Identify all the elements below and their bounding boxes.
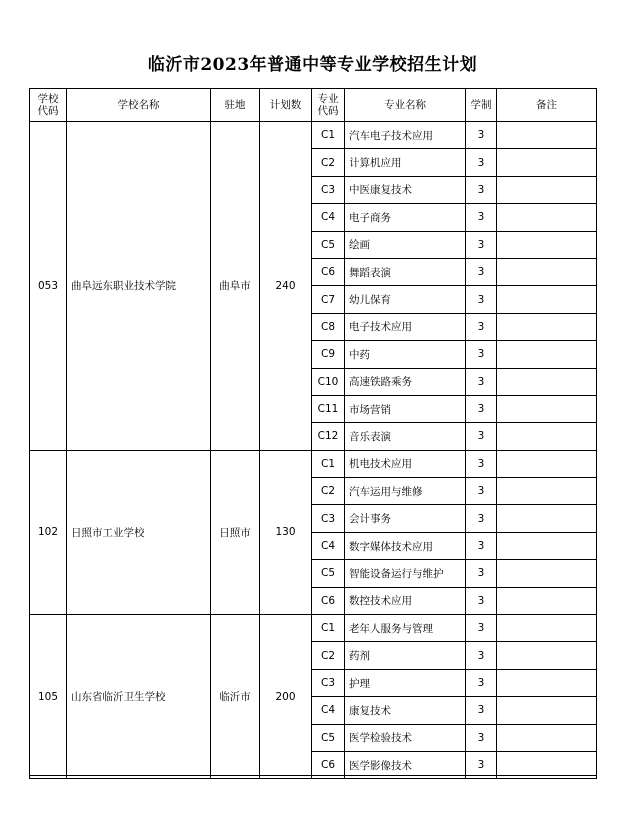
table-row — [30, 450, 597, 477]
major-name-cell: 汽车电子技术应用 — [345, 122, 466, 149]
remarks-cell — [497, 204, 597, 231]
remarks-cell — [497, 122, 597, 149]
major-name-cell: 会计事务 — [345, 505, 466, 532]
duration-cell: 3 — [466, 751, 497, 778]
major-code-cell: C1 — [312, 615, 345, 642]
remarks-cell — [497, 176, 597, 203]
duration-cell: 3 — [466, 615, 497, 642]
duration-cell: 3 — [466, 395, 497, 422]
enrollment-plan-table — [29, 88, 597, 779]
duration-cell: 3 — [466, 122, 497, 149]
duration-cell: 3 — [466, 724, 497, 751]
duration-cell: 3 — [466, 204, 497, 231]
duration-cell: 3 — [466, 423, 497, 450]
major-name-cell: 绘画 — [345, 231, 466, 258]
duration-cell: 3 — [466, 642, 497, 669]
plan-count-cell: 240 — [260, 122, 312, 451]
major-code-cell: C5 — [312, 560, 345, 587]
remarks-cell — [497, 423, 597, 450]
major-name-cell: 智能设备运行与维护 — [345, 560, 466, 587]
header-major-code: 专业 代码 — [312, 89, 345, 122]
header-major-name: 专业名称 — [345, 89, 466, 122]
school-name-cell: 曲阜远东职业技术学院 — [67, 122, 211, 451]
remarks-cell — [497, 615, 597, 642]
duration-cell: 3 — [466, 258, 497, 285]
remarks-cell — [497, 697, 597, 724]
duration-cell: 3 — [466, 532, 497, 559]
remarks-cell — [497, 532, 597, 559]
school-name-cell: 山东省临沂卫生学校 — [67, 615, 211, 779]
location-cell: 日照市 — [211, 450, 260, 614]
remarks-cell — [497, 478, 597, 505]
major-name-cell: 音乐表演 — [345, 423, 466, 450]
remarks-cell — [497, 395, 597, 422]
duration-cell: 3 — [466, 669, 497, 696]
major-name-cell: 计算机应用 — [345, 149, 466, 176]
duration-cell: 3 — [466, 313, 497, 340]
major-code-cell: C4 — [312, 204, 345, 231]
major-name-cell: 机电技术应用 — [345, 450, 466, 477]
remarks-cell — [497, 286, 597, 313]
major-name-cell: 数控技术应用 — [345, 587, 466, 614]
remarks-cell — [497, 231, 597, 258]
remarks-cell — [497, 149, 597, 176]
duration-cell: 3 — [466, 478, 497, 505]
major-code-cell: C4 — [312, 532, 345, 559]
table-bottom-border — [29, 775, 597, 776]
duration-cell: 3 — [466, 368, 497, 395]
major-code-cell: C1 — [312, 122, 345, 149]
duration-cell: 3 — [466, 176, 497, 203]
plan-count-cell: 200 — [260, 615, 312, 779]
duration-cell: 3 — [466, 450, 497, 477]
major-name-cell: 康复技术 — [345, 697, 466, 724]
school-code-cell: 053 — [30, 122, 67, 451]
duration-cell: 3 — [466, 149, 497, 176]
major-name-cell: 汽车运用与维修 — [345, 478, 466, 505]
major-name-cell: 药剂 — [345, 642, 466, 669]
school-code-cell: 105 — [30, 615, 67, 779]
major-code-cell: C9 — [312, 341, 345, 368]
major-code-cell: C2 — [312, 478, 345, 505]
school-code-cell: 102 — [30, 450, 67, 614]
major-name-cell: 中药 — [345, 341, 466, 368]
major-code-cell: C3 — [312, 176, 345, 203]
remarks-cell — [497, 368, 597, 395]
major-name-cell: 护理 — [345, 669, 466, 696]
major-name-cell: 医学影像技术 — [345, 751, 466, 778]
major-code-cell: C1 — [312, 450, 345, 477]
page-title: 临沂市2023年普通中等专业学校招生计划 — [147, 55, 478, 75]
duration-cell: 3 — [466, 286, 497, 313]
table-row — [30, 122, 597, 149]
location-cell: 曲阜市 — [211, 122, 260, 451]
header-duration: 学制 — [466, 89, 497, 122]
duration-cell: 3 — [466, 587, 497, 614]
major-code-cell: C6 — [312, 751, 345, 778]
plan-count-cell: 130 — [260, 450, 312, 614]
major-name-cell: 医学检验技术 — [345, 724, 466, 751]
major-code-cell: C6 — [312, 258, 345, 285]
major-code-cell: C3 — [312, 669, 345, 696]
table-row — [30, 615, 597, 642]
major-name-cell: 舞蹈表演 — [345, 258, 466, 285]
major-code-cell: C7 — [312, 286, 345, 313]
major-name-cell: 幼儿保育 — [345, 286, 466, 313]
duration-cell: 3 — [466, 505, 497, 532]
major-name-cell: 数字媒体技术应用 — [345, 532, 466, 559]
table-header-row — [30, 89, 597, 122]
remarks-cell — [497, 313, 597, 340]
major-name-cell: 中医康复技术 — [345, 176, 466, 203]
remarks-cell — [497, 560, 597, 587]
major-name-cell: 电子商务 — [345, 204, 466, 231]
major-code-cell: C12 — [312, 423, 345, 450]
duration-cell: 3 — [466, 560, 497, 587]
header-school-name: 学校名称 — [67, 89, 211, 122]
remarks-cell — [497, 642, 597, 669]
major-code-cell: C2 — [312, 642, 345, 669]
header-remarks: 备注 — [497, 89, 597, 122]
major-code-cell: C5 — [312, 231, 345, 258]
major-code-cell: C2 — [312, 149, 345, 176]
header-location: 驻地 — [211, 89, 260, 122]
major-code-cell: C3 — [312, 505, 345, 532]
duration-cell: 3 — [466, 341, 497, 368]
major-code-cell: C4 — [312, 697, 345, 724]
location-cell: 临沂市 — [211, 615, 260, 779]
major-code-cell: C8 — [312, 313, 345, 340]
major-name-cell: 市场营销 — [345, 395, 466, 422]
duration-cell: 3 — [466, 231, 497, 258]
major-name-cell: 电子技术应用 — [345, 313, 466, 340]
major-name-cell: 高速铁路乘务 — [345, 368, 466, 395]
remarks-cell — [497, 450, 597, 477]
major-code-cell: C11 — [312, 395, 345, 422]
major-name-cell: 老年人服务与管理 — [345, 615, 466, 642]
duration-cell: 3 — [466, 697, 497, 724]
major-code-cell: C6 — [312, 587, 345, 614]
remarks-cell — [497, 724, 597, 751]
remarks-cell — [497, 505, 597, 532]
remarks-cell — [497, 587, 597, 614]
remarks-cell — [497, 258, 597, 285]
school-name-cell: 日照市工业学校 — [67, 450, 211, 614]
remarks-cell — [497, 341, 597, 368]
major-code-cell: C5 — [312, 724, 345, 751]
major-code-cell: C10 — [312, 368, 345, 395]
header-school-code: 学校 代码 — [30, 89, 67, 122]
remarks-cell — [497, 669, 597, 696]
header-plan-count: 计划数 — [260, 89, 312, 122]
